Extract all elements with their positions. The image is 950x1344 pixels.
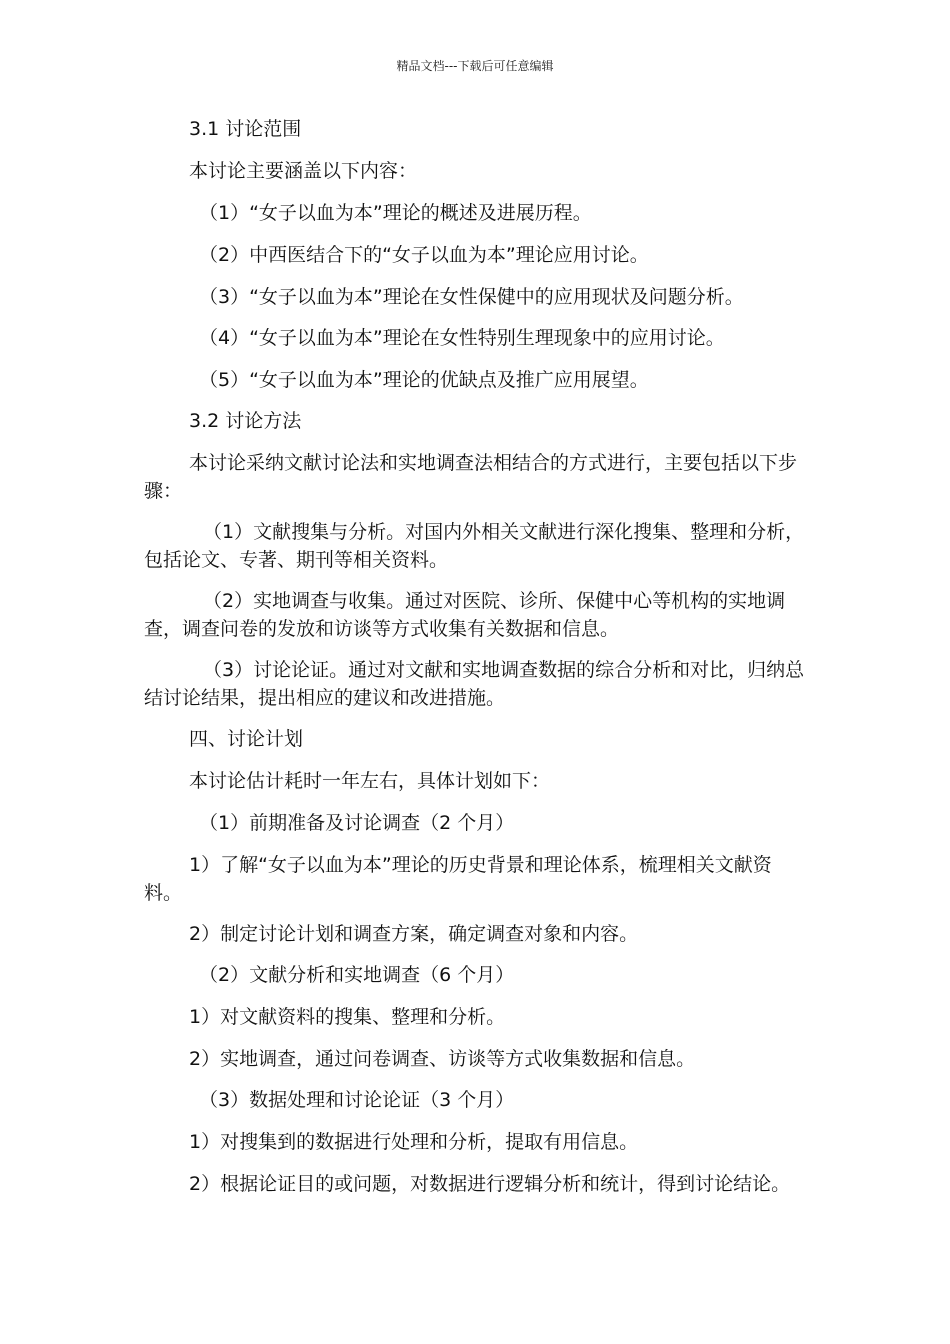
paragraph: （1）文献搜集与分析。对国内外相关文献进行深化搜集、整理和分析，包括论文、专著、期刊等相关资料。 [144,521,805,571]
list-item: （1）“女子以血为本”理论的概述及进展历程。 [199,202,592,224]
paragraph: 本讨论主要涵盖以下内容： [189,160,418,182]
section-heading-4: 四、讨论计划 [189,728,304,750]
section-heading-3-1: 3.1 讨论范围 [189,118,302,140]
list-item: 1）了解“女子以血为本”理论的历史背景和理论体系，梳理相关文献资料。 [144,854,772,904]
list-item: （1）前期准备及讨论调查（2 个月） [199,812,515,834]
list-item: （2）中西医结合下的“女子以血为本”理论应用讨论。 [199,244,649,266]
list-item: 2）实地调查，通过问卷调查、访谈等方式收集数据和信息。 [189,1048,696,1070]
list-item: （2）文献分析和实地调查（6 个月） [199,964,515,986]
list-item: 2）根据论证目的或问题，对数据进行逻辑分析和统计，得到讨论结论。 [189,1173,791,1195]
section-heading-3-2: 3.2 讨论方法 [189,410,302,432]
list-item: （5）“女子以血为本”理论的优缺点及推广应用展望。 [199,369,649,391]
list-item: （4）“女子以血为本”理论在女性特别生理现象中的应用讨论。 [199,327,725,349]
paragraph: （3）讨论论证。通过对文献和实地调查数据的综合分析和对比，归纳总结讨论结果，提出相应的建议和改进措施。 [144,659,805,709]
page-header: 精品文档---下载后可任意编辑 [396,59,554,73]
list-item: （3）数据处理和讨论论证（3 个月） [199,1089,515,1111]
list-item: 1）对文献资料的搜集、整理和分析。 [189,1006,506,1028]
paragraph: 本讨论采纳文献讨论法和实地调查法相结合的方式进行，主要包括以下步骤： [144,452,798,502]
list-item: 1）对搜集到的数据进行处理和分析，提取有用信息。 [189,1131,639,1153]
paragraph: 本讨论估计耗时一年左右，具体计划如下： [189,770,551,792]
list-item: （3）“女子以血为本”理论在女性保健中的应用现状及问题分析。 [199,286,744,308]
paragraph: （2）实地调查与收集。通过对医院、诊所、保健中心等机构的实地调查，调查问卷的发放和访谈等方式收集有关数据和信息。 [144,590,786,640]
list-item: 2）制定讨论计划和调查方案，确定调查对象和内容。 [189,923,639,945]
